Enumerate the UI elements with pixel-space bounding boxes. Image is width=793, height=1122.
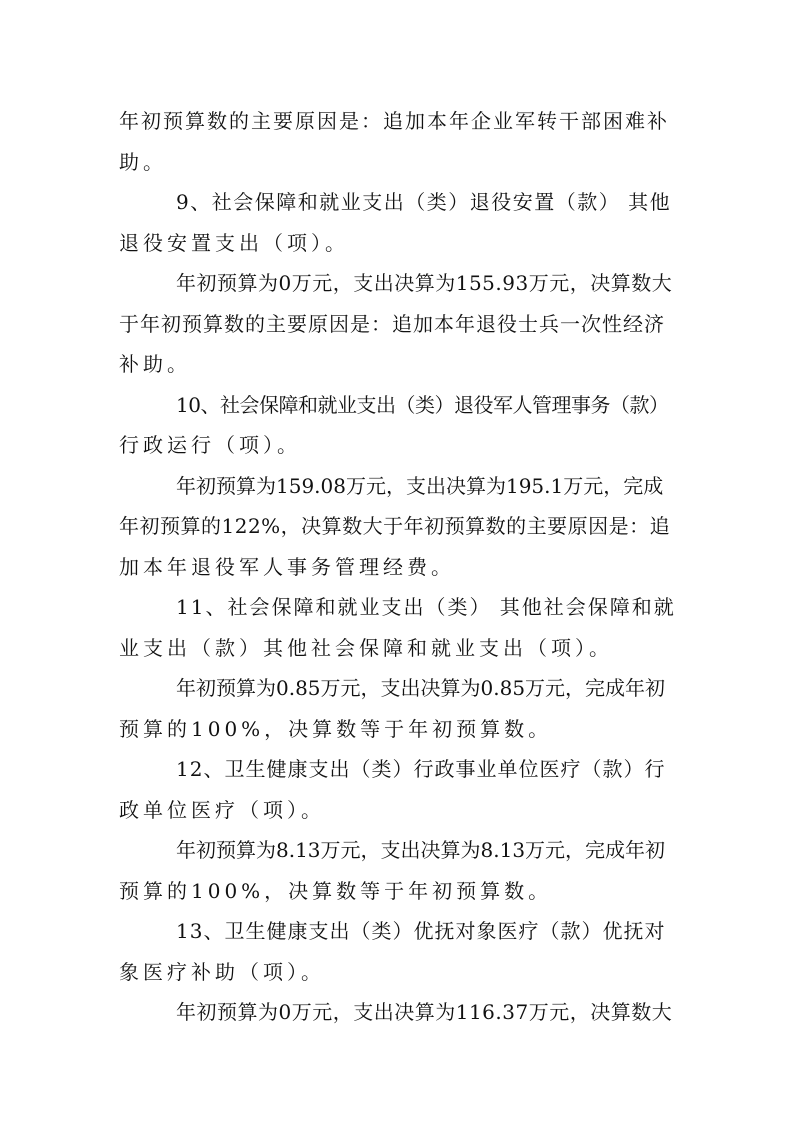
text-line: 年初预算为159.08万元，支出决算为195.1万元，完成 <box>176 474 664 498</box>
text-line: 于年初预算数的主要原因是：追加本年退役士兵一次性经济 <box>119 312 665 336</box>
section-heading: 业支出（款）其他社会保障和就业支出（项）。 <box>119 636 613 660</box>
section-heading: 退役安置支出（项）。 <box>119 231 349 255</box>
section-heading: 政单位医疗（项）。 <box>119 798 325 822</box>
text-line: 助。 <box>119 150 167 174</box>
text-line: 加本年退役军人事务管理经费。 <box>119 555 455 579</box>
text-line: 年初预算为0.85万元，支出决算为0.85万元，完成年初 <box>176 676 666 700</box>
section-heading: 9、社会保障和就业支出（类）退役安置（款） 其他 <box>176 190 672 214</box>
section-heading: 行政运行（项）。 <box>119 433 301 457</box>
section-heading: 11、社会保障和就业支出（类） 其他社会保障和就 <box>176 595 676 619</box>
text-line: 年初预算数的主要原因是：追加本年企业军转干部困难补 <box>119 109 669 133</box>
text-line: 补助。 <box>119 352 191 376</box>
text-line: 年初预算为0万元，支出决算为155.93万元，决算数大 <box>176 271 673 295</box>
section-heading: 象医疗补助（项）。 <box>119 960 325 984</box>
text-line: 年初预算为8.13万元，支出决算为8.13万元，完成年初 <box>176 838 666 862</box>
text-line: 预算的100%，决算数等于年初预算数。 <box>119 879 553 903</box>
section-heading: 13、卫生健康支出（类）优抚对象医疗（款）优抚对 <box>176 919 666 943</box>
section-heading: 10、社会保障和就业支出（类）退役军人管理事务（款） <box>176 393 669 417</box>
section-heading: 12、卫生健康支出（类）行政事业单位医疗（款）行 <box>176 757 666 781</box>
text-line: 年初预算为0万元，支出决算为116.37万元，决算数大 <box>176 1000 673 1024</box>
text-line: 年初预算的122%，决算数大于年初预算数的主要原因是：追 <box>119 514 671 538</box>
text-line: 预算的100%，决算数等于年初预算数。 <box>119 717 553 741</box>
